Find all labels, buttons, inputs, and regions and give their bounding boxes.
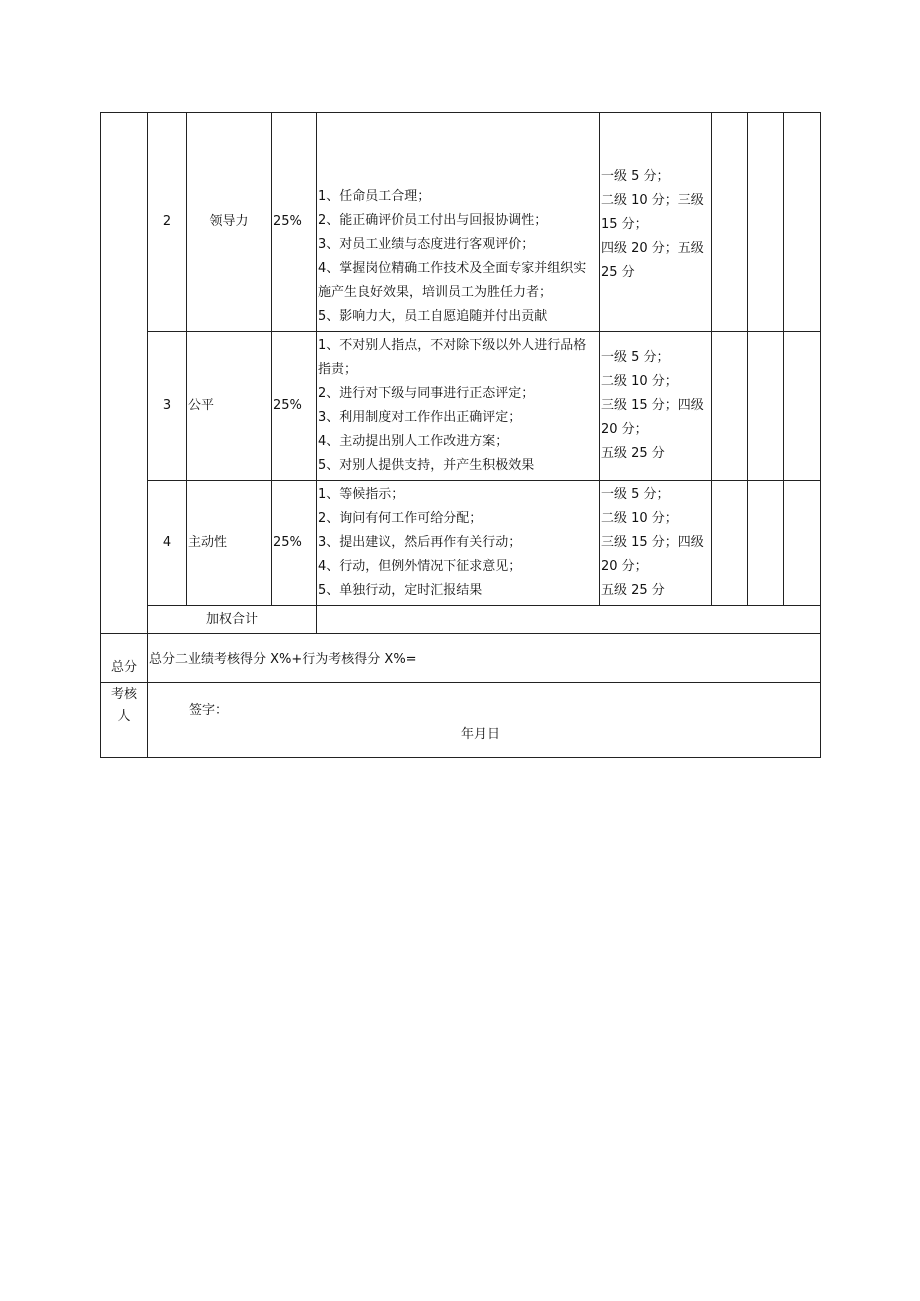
scoring-line: 一级 5 分； <box>601 487 670 502</box>
score-cell[interactable] <box>748 332 784 481</box>
evaluation-table <box>100 112 821 758</box>
score-cell[interactable] <box>712 481 748 606</box>
score-cell[interactable] <box>784 481 821 606</box>
table-row-item-3 <box>101 332 821 481</box>
item-name: 主动性 <box>187 481 272 606</box>
category-cell <box>101 113 148 634</box>
criteria-line: 3、提出建议，然后再作有关行动； <box>318 535 522 550</box>
scoring-line: 五级 25 分 <box>601 583 665 598</box>
criteria-line: 2、进行对下级与同事进行正态评定； <box>318 386 535 401</box>
score-cell[interactable] <box>712 332 748 481</box>
item-number: 2 <box>148 113 187 332</box>
scoring-line: 一级 5 分； <box>601 169 670 184</box>
scoring-line: 一级 5 分； <box>601 350 670 365</box>
item-weight: 25% <box>272 113 317 332</box>
weighted-total-label: 加权合计 <box>148 606 317 634</box>
score-cell[interactable] <box>784 113 821 332</box>
criteria-line: 4、行动，但例外情况下征求意见； <box>318 559 522 574</box>
reviewer-label <box>101 683 148 758</box>
item-scoring <box>600 481 712 606</box>
criteria-line: 1、任命员工合理； <box>318 189 431 204</box>
criteria-line: 5、影响力大，员工自愿追随并付出贡献 <box>318 309 548 324</box>
reviewer-sign-area[interactable] <box>148 683 821 758</box>
total-row <box>101 634 821 683</box>
item-weight: 25% <box>272 332 317 481</box>
criteria-line: 1、等候指示； <box>318 487 405 502</box>
criteria-line: 2、能正确评价员工付出与回报协调性； <box>318 213 548 228</box>
item-name: 公平 <box>187 332 272 481</box>
item-criteria <box>317 113 600 332</box>
scoring-line: 二级 10 分； <box>601 511 678 526</box>
item-weight: 25% <box>272 481 317 606</box>
criteria-line: 1、不对别人指点，不对除下级以外人进行品格指责； <box>318 338 587 377</box>
criteria-line: 3、利用制度对工作作出正确评定； <box>318 410 522 425</box>
total-label: 总分 <box>101 634 148 683</box>
criteria-line: 4、主动提出别人工作改进方案； <box>318 434 509 449</box>
item-scoring <box>600 113 712 332</box>
signature-label: 签字： <box>189 703 229 718</box>
item-name: 领导力 <box>187 113 272 332</box>
item-criteria <box>317 481 600 606</box>
table-row-item-2 <box>101 113 821 332</box>
scoring-line: 四级 20 分；五级 25 分 <box>601 241 704 280</box>
scoring-line: 三级 15 分；四级 20 分； <box>601 535 704 574</box>
weighted-total-value[interactable] <box>317 606 821 634</box>
date-label: 年月日 <box>461 727 501 742</box>
item-number: 4 <box>148 481 187 606</box>
criteria-line: 5、单独行动，定时汇报结果 <box>318 583 483 598</box>
score-cell[interactable] <box>748 481 784 606</box>
scoring-line: 五级 25 分 <box>601 446 665 461</box>
criteria-line: 4、掌握岗位精确工作技术及全面专家并组织实施产生良好效果，培训员工为胜任力者； <box>318 261 587 300</box>
score-cell[interactable] <box>748 113 784 332</box>
score-cell[interactable] <box>784 332 821 481</box>
scoring-line: 二级 10 分；三级 15 分； <box>601 193 704 232</box>
score-cell[interactable] <box>712 113 748 332</box>
item-scoring <box>600 332 712 481</box>
scoring-line: 三级 15 分；四级 20 分； <box>601 398 704 437</box>
total-formula: 总分二业绩考核得分 X%+行为考核得分 X%= <box>148 634 821 683</box>
weighted-total-row <box>101 606 821 634</box>
criteria-line: 3、对员工业绩与态度进行客观评价； <box>318 237 535 252</box>
scoring-line: 二级 10 分； <box>601 374 678 389</box>
table-row-item-4 <box>101 481 821 606</box>
criteria-line: 5、对别人提供支持，并产生积极效果 <box>318 458 535 473</box>
reviewer-row <box>101 683 821 758</box>
item-number: 3 <box>148 332 187 481</box>
item-criteria <box>317 332 600 481</box>
criteria-line: 2、询问有何工作可给分配； <box>318 511 483 526</box>
reviewer-label-text: 考核人 <box>110 687 137 724</box>
